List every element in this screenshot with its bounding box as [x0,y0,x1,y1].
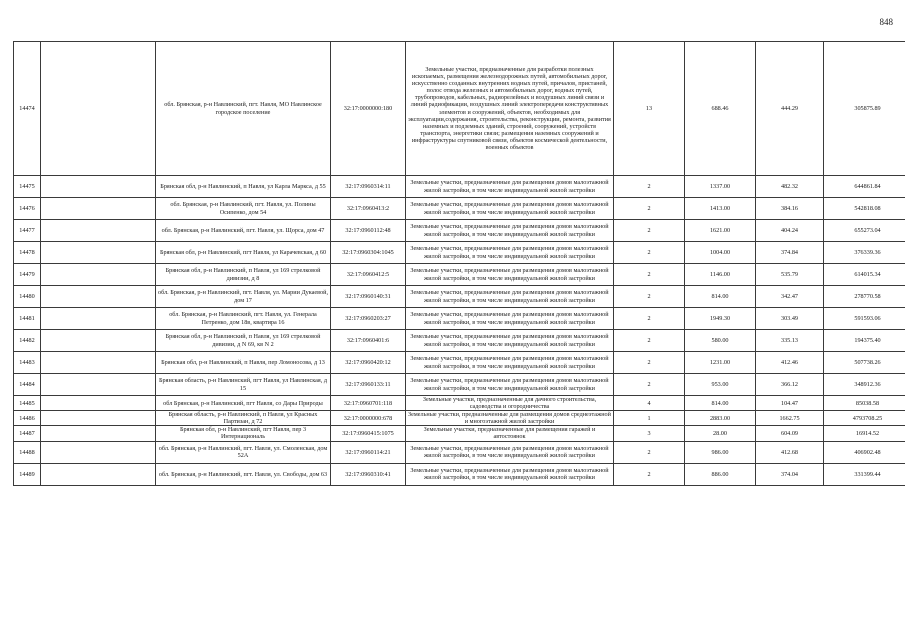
cell-cadastral-number: 32:17:0960140:31 [331,286,406,308]
cell-address: обл. Брянская, р-н Навлинский, пгт. Навля, МО Навлинское городское поселение [156,42,331,176]
cell-area: 335.13 [756,330,824,352]
cell-cadastral-number: 32:17:0960310:41 [331,463,406,485]
cell-address: Брянская обл, р-н Навлинский, пгт Навля, пер 3 Интернациональ [156,426,331,441]
cell-area: 104.47 [756,396,824,411]
cell-row-id: 14481 [14,308,41,330]
cell-cadastral-number: 32:17:0960112:48 [331,220,406,242]
cell-area: 374.04 [756,463,824,485]
cell-cadastral-number: 32:17:0960114:21 [331,441,406,463]
cell-cadastral-number: 32:17:0960413:2 [331,198,406,220]
cell-area: 342.47 [756,286,824,308]
cell-area: 384.16 [756,198,824,220]
cell-cadastral-rate: 580.00 [685,330,756,352]
cell-blank [41,330,156,352]
cell-cadastral-rate: 814.00 [685,396,756,411]
cell-cadastral-value: 278770.58 [824,286,905,308]
cell-use-code: 2 [614,242,685,264]
cell-blank [41,176,156,198]
cell-address: обл. Брянская, р-н Навлинский, пгт. Навля, ул. Марии Дукаевой, дом 17 [156,286,331,308]
cell-cadastral-value: 16914.52 [824,426,905,441]
cell-cadastral-value: 542818.08 [824,198,905,220]
cell-cadastral-number: 32:17:0960701:118 [331,396,406,411]
cell-use-code: 2 [614,441,685,463]
cell-address: обл. Брянская, р-н Навлинский, пгт. Навля, ул. Щорса, дом 47 [156,220,331,242]
land-registry-table [13,41,905,486]
cell-cadastral-rate: 814.00 [685,286,756,308]
cell-cadastral-rate: 1146.00 [685,264,756,286]
cell-cadastral-rate: 886.00 [685,463,756,485]
cell-blank [41,286,156,308]
table-row [14,198,905,220]
cell-blank [41,463,156,485]
cell-address: обл. Брянская, р-н Навлинский, пгт. Навля, ул. Генерала Петренко, дом 18в, квартира 16 [156,308,331,330]
cell-blank [41,264,156,286]
cell-address: Брянская обл, р-н Навлинский, п Навля, пер Ломоносова, д 13 [156,352,331,374]
page-number: 848 [879,17,893,27]
cell-cadastral-value: 376339.36 [824,242,905,264]
cell-area: 604.09 [756,426,824,441]
cell-cadastral-rate: 2883.00 [685,411,756,426]
cell-area: 482.32 [756,176,824,198]
cell-use-code: 2 [614,352,685,374]
cell-cadastral-value: 644861.84 [824,176,905,198]
table-row [14,463,905,485]
cell-cadastral-value: 614015.34 [824,264,905,286]
table-row [14,286,905,308]
cell-row-id: 14476 [14,198,41,220]
cell-land-use: Земельные участки, предназначенные для размещения домов малоэтажной жилой застройки, в том числе индивидуальной жилой застройки [406,374,614,396]
cell-row-id: 14475 [14,176,41,198]
cell-use-code: 2 [614,330,685,352]
cell-row-id: 14485 [14,396,41,411]
cell-address: обл Брянская, р-н Навлинский, пгт Навля, со Дары Природы [156,396,331,411]
cell-use-code: 13 [614,42,685,176]
table-row [14,441,905,463]
table-row [14,242,905,264]
cell-blank [41,242,156,264]
cell-cadastral-value: 348912.36 [824,374,905,396]
cell-address: обл. Брянская, р-н Навлинский, пгт. Навля, ул. Свободы, дом 63 [156,463,331,485]
cell-cadastral-value: 331399.44 [824,463,905,485]
cell-cadastral-value: 4793708.25 [824,411,905,426]
cell-cadastral-value: 507738.26 [824,352,905,374]
cell-use-code: 2 [614,198,685,220]
cell-land-use: Земельные участки, предназначенные для размещения домов малоэтажной жилой застройки, в том числе индивидуальной жилой застройки [406,308,614,330]
cell-cadastral-number: 32:17:0960314:11 [331,176,406,198]
cell-area: 366.12 [756,374,824,396]
cell-blank [41,441,156,463]
cell-area: 412.68 [756,441,824,463]
cell-address: Брянская область, р-н Навлинский, пгт Навля, ул Навлинская, д 15 [156,374,331,396]
cell-use-code: 3 [614,426,685,441]
cell-use-code: 2 [614,286,685,308]
cell-row-id: 14477 [14,220,41,242]
cell-land-use: Земельные участки, предназначенные для размещения домов малоэтажной жилой застройки, в том числе индивидуальной жилой застройки [406,264,614,286]
cell-row-id: 14479 [14,264,41,286]
cell-row-id: 14484 [14,374,41,396]
cell-land-use: Земельные участки, предназначенные для размещения домов малоэтажной жилой застройки, в том числе индивидуальной жилой застройки [406,242,614,264]
cell-use-code: 2 [614,264,685,286]
cell-land-use: Земельные участки, предназначенные для размещения домов малоэтажной жилой застройки, в том числе индивидуальной жилой застройки [406,352,614,374]
cell-cadastral-rate: 1621.00 [685,220,756,242]
cell-address: обл. Брянская, р-н Навлинский, пгт. Навля, ул. Полины Осипенко, дом 54 [156,198,331,220]
cell-cadastral-number: 32:17:0960133:11 [331,374,406,396]
cell-cadastral-value: 85038.58 [824,396,905,411]
cell-use-code: 1 [614,411,685,426]
cell-blank [41,42,156,176]
cell-use-code: 2 [614,308,685,330]
table-row [14,308,905,330]
cell-land-use: Земельные участки, предназначенные для размещения домов малоэтажной жилой застройки, в том числе индивидуальной жилой застройки [406,330,614,352]
cell-cadastral-rate: 28.00 [685,426,756,441]
cell-cadastral-number: 32:17:0960401:6 [331,330,406,352]
cell-land-use: Земельные участки, предназначенные для размещения домов малоэтажной жилой застройки, в том числе индивидуальной жилой застройки [406,441,614,463]
cell-cadastral-value: 305875.89 [824,42,905,176]
cell-land-use: Земельные участки, предназначенные для размещения домов малоэтажной жилой застройки, в том числе индивидуальной жилой застройки [406,176,614,198]
cell-address: Брянская область, р-н Навлинский, п Навля, ул Красных Партизан, д 72 [156,411,331,426]
cell-blank [41,220,156,242]
cell-row-id: 14483 [14,352,41,374]
cell-cadastral-number: 32:17:0960420:12 [331,352,406,374]
cell-cadastral-number: 32:17:0960415:1075 [331,426,406,441]
cell-address: Брянская обл, р-н Навлинский, п Навля, ул 169 стрелковой дивизии, д 8 [156,264,331,286]
cell-cadastral-number: 32:17:0960203:27 [331,308,406,330]
table-row [14,220,905,242]
cell-land-use: Земельные участки, предназначенные для дачного строительства, садоводства и огородничества [406,396,614,411]
cell-cadastral-rate: 1004.00 [685,242,756,264]
cell-row-id: 14486 [14,411,41,426]
table-body [14,42,905,486]
table-row [14,176,905,198]
cell-blank [41,426,156,441]
cell-land-use: Земельные участки, предназначенные для размещения гаражей и автостоянок [406,426,614,441]
cell-cadastral-number: 32:17:0000000:678 [331,411,406,426]
table-row [14,352,905,374]
cell-row-id: 14480 [14,286,41,308]
cell-cadastral-rate: 1337.00 [685,176,756,198]
cell-area: 412.46 [756,352,824,374]
cell-cadastral-value: 591593.06 [824,308,905,330]
cell-cadastral-rate: 1413.00 [685,198,756,220]
cell-address: Брянская обл, р-н Навлинский, п Навля, ул Карла Маркса, д 55 [156,176,331,198]
cell-area: 535.79 [756,264,824,286]
cell-area: 404.24 [756,220,824,242]
table-row [14,374,905,396]
cell-blank [41,198,156,220]
cell-blank [41,411,156,426]
cell-use-code: 4 [614,396,685,411]
cell-address: Брянская обл, р-н Навлинский, пгт Навля, ул Карачевская, д 60 [156,242,331,264]
cell-blank [41,308,156,330]
cell-use-code: 2 [614,220,685,242]
cell-blank [41,374,156,396]
cell-area: 303.49 [756,308,824,330]
cell-row-id: 14488 [14,441,41,463]
table-row [14,330,905,352]
cell-row-id: 14489 [14,463,41,485]
cell-land-use: Земельные участки, предназначенные для размещения домов малоэтажной жилой застройки, в том числе индивидуальной жилой застройки [406,286,614,308]
cell-area: 374.84 [756,242,824,264]
table-row [14,264,905,286]
cell-row-id: 14482 [14,330,41,352]
cell-cadastral-rate: 1949.30 [685,308,756,330]
cell-cadastral-value: 406902.48 [824,441,905,463]
cell-use-code: 2 [614,176,685,198]
cell-land-use: Земельные участки, предназначенные для размещения домов малоэтажной жилой застройки, в том числе индивидуальной жилой застройки [406,463,614,485]
cell-cadastral-number: 32:17:0960304:1045 [331,242,406,264]
cell-land-use: Земельные участки, предназначенные для размещения домов среднеэтажной и многоэтажной жилой застройки [406,411,614,426]
cell-land-use: Земельные участки, предназначенные для разработки полезных ископаемых, размещения железнодорожных путей, автомобильных дорог, искусственно созданных внутренних водных путей, причалов, пристаней, полос отвода железных и автомобильных дорог, водных путей, трубопроводов, кабельных, радиорелейных и воздушных линий связи и линий радиофикации, воздушных линий электропередачи конструктивных элементов и сооружений, объектов, необходимых для эксплуатации,содержания, строительства, реконструкции, ремонта, развития наземных и подземных зданий, строений, сооружений, устройств транспорта, энергетики связи; размещения наземных сооружений и инфраструктуры спутниковой связи, объектов космической деятельности, военных объектов [406,42,614,176]
cell-area: 1662.75 [756,411,824,426]
cell-cadastral-value: 194375.40 [824,330,905,352]
table-row [14,426,905,441]
cell-cadastral-number: 32:17:0000000:180 [331,42,406,176]
cell-cadastral-value: 655273.04 [824,220,905,242]
cell-row-id: 14487 [14,426,41,441]
cell-land-use: Земельные участки, предназначенные для размещения домов малоэтажной жилой застройки, в том числе индивидуальной жилой застройки [406,220,614,242]
cell-land-use: Земельные участки, предназначенные для размещения домов малоэтажной жилой застройки, в том числе индивидуальной жилой застройки [406,198,614,220]
cell-cadastral-rate: 688.46 [685,42,756,176]
cell-cadastral-rate: 1231.00 [685,352,756,374]
table-row [14,411,905,426]
cell-cadastral-rate: 986.00 [685,441,756,463]
table-row [14,396,905,411]
cell-cadastral-number: 32:17:0960412:5 [331,264,406,286]
table-row [14,42,905,176]
cell-cadastral-rate: 953.00 [685,374,756,396]
cell-area: 444.29 [756,42,824,176]
cell-row-id: 14478 [14,242,41,264]
cell-row-id: 14474 [14,42,41,176]
cell-use-code: 2 [614,463,685,485]
cell-address: обл. Брянская, р-н Навлинский, пгт. Навля, ул. Смоленская, дом 52А [156,441,331,463]
cell-blank [41,352,156,374]
cell-use-code: 2 [614,374,685,396]
cell-address: Брянская обл, р-н Навлинский, п Навля, ул 169 стрелковой дивизии, д N 69, кв N 2 [156,330,331,352]
cell-blank [41,396,156,411]
